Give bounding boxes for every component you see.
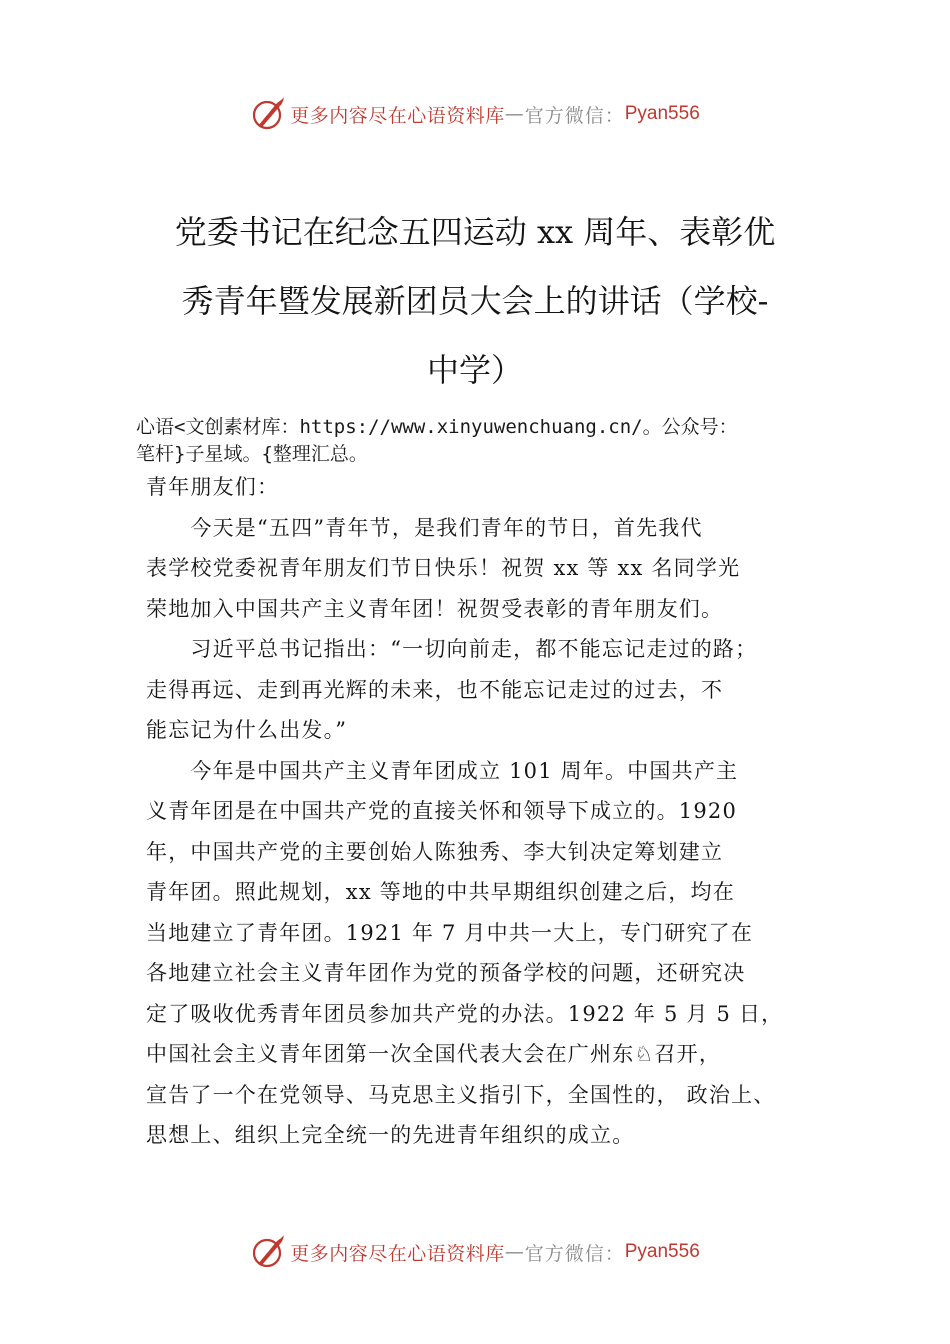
banner-wechat-id: Pyan556 [624,103,700,124]
paragraph-line: 义青年团是在中国共产党的直接关怀和领导下成立的。1920 [146,799,738,823]
title-line: 党委书记在纪念五四运动 xx 周年、表彰优 [174,213,776,251]
quill-pen-logo-icon [250,1234,286,1270]
paragraph-line: 宣告了一个在党领导、马克思主义指引下，全国性的， 政治上、 [146,1082,776,1107]
paragraph-line: 年，中国共产党的主要创始人陈独秀、李大钊决定筹划建立 [146,839,724,864]
paragraph-line: 习近平总书记指出：“一切向前走，都不能忘记走过的路； [146,637,758,661]
salutation-text: 青年朋友们： [146,475,280,499]
source-attribution [136,414,866,468]
title-line: 秀青年暨发展新团员大会上的讲话（学校- [181,282,769,320]
paragraph-line: 青年团。照此规划，xx 等地的中共早期组织创建之后，均在 [146,880,735,904]
paragraph-line: 今年是中国共产主义青年团成立 101 周年。中国共产主 [146,758,739,783]
paragraph-line: 中国社会主义青年团第一次全国代表大会在广州东♘召开， [146,1042,722,1066]
footer-watermark-banner [0,1230,950,1274]
paragraph-line: 走得再远、走到再光辉的未来，也不能忘记走过的过去，不 [146,677,724,702]
title-line: 中学） [426,351,523,389]
banner-wechat-label: 官方微信： [524,1242,625,1265]
salutation [146,467,846,508]
banner-wechat-id: Pyan556 [624,1241,700,1262]
paragraph-line: 定了吸收优秀青年团员参加共产党的办法。1922 年 5 月 5 日， [146,1001,784,1026]
paragraph [146,508,846,630]
paragraph-line: 表学校党委祝青年朋友们节日快乐！祝贺 xx 等 xx 名同学光 [146,556,741,580]
paragraph-line: 今天是“五四”青年节，是我们青年的节日，首先我代 [146,515,703,540]
banner-separator: — [504,103,525,125]
paragraph-line: 能忘记为什么出发。” [146,718,348,742]
paragraph-line: 各地建立社会主义青年团作为党的预备学校的问题，还研究决 [146,961,746,985]
source-line: 笔杆}子星域。{整理汇总。 [136,443,368,465]
paragraph-line: 荣地加入中国共产主义青年团！祝贺受表彰的青年朋友们。 [146,596,724,621]
document-title [140,198,810,405]
banner-brand-text: 更多内容尽在心语资料库 [290,104,505,127]
quill-pen-logo-icon [250,96,286,132]
paragraph-line: 当地建立了青年团。1921 年 7 月中共一大上，专门研究了在 [146,920,754,945]
source-line: 心语<文创素材库：https://www.xinyuwenchuang.cn/。公众号： [136,416,738,438]
banner-wechat-label: 官方微信： [524,104,625,127]
banner-brand-text: 更多内容尽在心语资料库 [290,1242,505,1265]
paragraph [146,629,846,751]
paragraph-line: 思想上、组织上完全统一的先进青年组织的成立。 [146,1123,635,1147]
paragraph [146,751,846,1156]
banner-separator: — [504,1241,525,1263]
document-body [146,467,846,1156]
header-watermark-banner [0,92,950,136]
